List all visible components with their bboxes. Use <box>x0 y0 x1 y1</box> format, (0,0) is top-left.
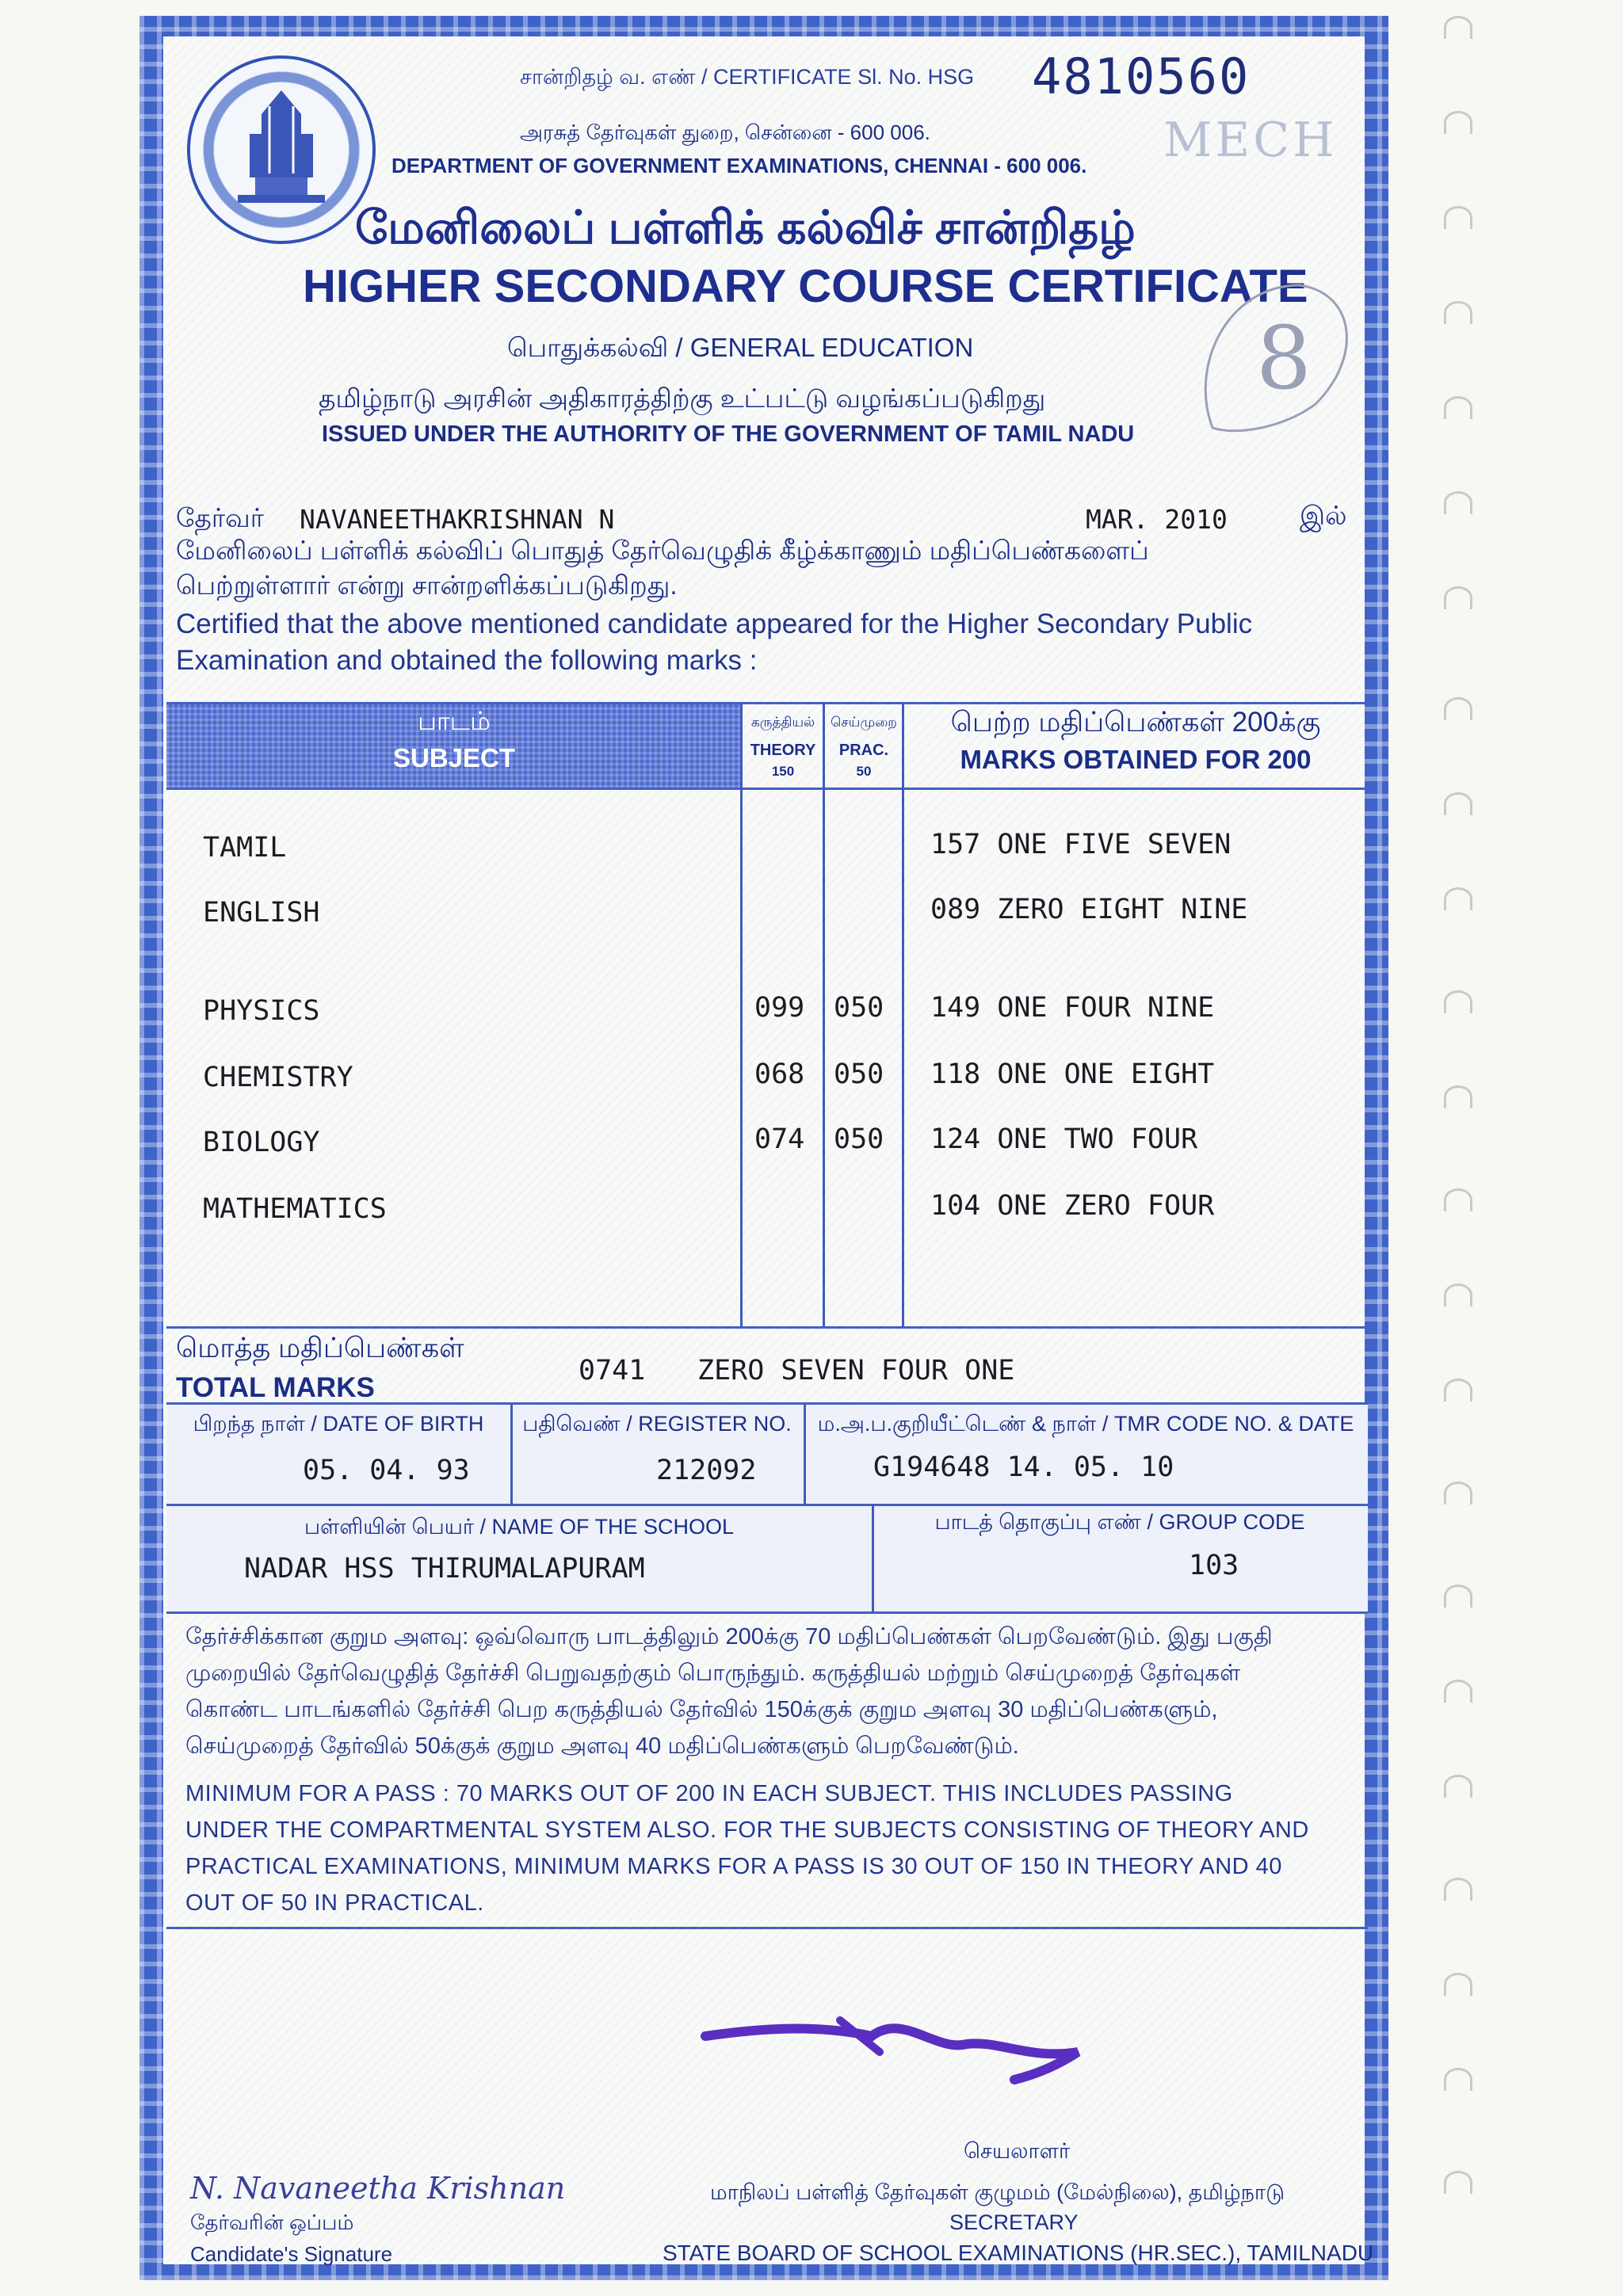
statement-tamil-line-2: பெற்றுள்ளார் என்று சான்றளிக்கப்படுகிறது. <box>176 570 678 600</box>
perforation-mark <box>1444 111 1472 134</box>
serial-number-label: சான்றிதழ் வ. எண் / CERTIFICATE Sl. No. HSG <box>520 65 975 89</box>
secretary-title-english: SECRETARY <box>949 2210 1079 2234</box>
subject-header-tamil: பாடம் <box>418 707 491 735</box>
perforation-mark <box>1444 1379 1472 1402</box>
perforation-mark <box>1444 1085 1472 1108</box>
subject-marks: 104 ONE ZERO FOUR <box>930 1190 1215 1222</box>
tamilnadu-emblem-seal <box>187 55 376 244</box>
board-name-tamil: மாநிலப் பள்ளித் தேர்வுகள் குழுமம் (மேல்நிலை), தமிழ்நாடு <box>710 2180 1285 2204</box>
pass-rule-english-line: PRACTICAL EXAMINATIONS, MINIMUM MARKS FOR A PASS IS 30 OUT OF 150 IN THEORY AND 40 <box>185 1854 1282 1879</box>
subject-marks: 118 ONE ONE EIGHT <box>930 1058 1215 1090</box>
certificate-title-tamil: மேனிலைப் பள்ளிக் கல்விச் சான்றிதழ் <box>355 202 1136 254</box>
handwritten-circled-mark <box>1181 269 1371 463</box>
group-code-label: பாடத் தொகுப்பு எண் / GROUP CODE <box>934 1510 1305 1534</box>
total-label-english: TOTAL MARKS <box>176 1372 375 1403</box>
theory-header-tamil: கருத்தியல் <box>750 715 815 730</box>
candidate-signature-label-english: Candidate's Signature <box>190 2242 393 2266</box>
register-number: 212092 <box>656 1455 757 1486</box>
perforation-mark <box>1444 697 1472 720</box>
candidate-name: NAVANEETHAKRISHNAN N <box>300 504 615 535</box>
pass-rule-tamil-line: தேர்ச்சிக்கான குறும அளவு: ஒவ்வொரு பாடத்திலும் 200க்கு 70 மதிப்பெண்கள் பெறவேண்டும். இது பகுதி <box>185 1624 1273 1650</box>
date-of-birth: 05. 04. 93 <box>303 1455 470 1486</box>
perforation-mark <box>1444 1585 1472 1608</box>
practical-header-english: PRAC. <box>838 742 889 759</box>
practical-marks: 050 <box>834 992 884 1024</box>
subject-name: TAMIL <box>203 832 287 864</box>
perforation-mark <box>1444 1283 1472 1306</box>
theory-column-rule <box>740 702 743 1328</box>
stream-label: பொதுக்கல்வி / GENERAL EDUCATION <box>507 333 974 362</box>
details-bottom-rule <box>166 1611 1368 1614</box>
perforation-mark <box>1444 301 1472 324</box>
total-marks-value: 0741 <box>579 1355 646 1386</box>
subject-header-english: SUBJECT <box>392 743 516 772</box>
candidate-label-tamil: தேர்வர் <box>176 503 264 532</box>
issued-authority-tamil: தமிழ்நாடு அரசின் அதிகாரத்திற்கு உட்பட்டு வழங்கப்படுகிறது <box>319 383 1046 413</box>
pass-rule-english-line: OUT OF 50 IN PRACTICAL. <box>185 1890 484 1916</box>
practical-marks: 050 <box>834 1058 884 1090</box>
tmr-code-and-date: G194648 14. 05. 10 <box>873 1451 1174 1483</box>
subject-name: PHYSICS <box>203 995 320 1027</box>
perforation-mark <box>1444 887 1472 910</box>
theory-marks: 068 <box>754 1058 805 1090</box>
statement-english-line-1: Certified that the above mentioned candidate appeared for the Higher Secondary Public <box>176 608 1253 639</box>
theory-max-marks: 150 <box>771 764 795 779</box>
exam-session: MAR. 2010 <box>1086 504 1228 535</box>
issued-authority-english: ISSUED UNDER THE AUTHORITY OF THE GOVERNMENT OF TAMIL NADU <box>322 421 1135 447</box>
candidate-signature-label-tamil: தேர்வரின் ஒப்பம் <box>190 2210 354 2234</box>
pass-rule-tamil-line: கொண்ட பாடங்களில் தேர்ச்சி பெற கருத்தியல் தேர்வில் 150க்குக் குறும அளவு 30 மதிப்பெண்களும், <box>185 1697 1218 1722</box>
total-marks-words: ZERO SEVEN FOUR ONE <box>697 1355 1015 1386</box>
handwritten-code: MECH <box>1163 113 1338 168</box>
board-name-english: STATE BOARD OF SCHOOL EXAMINATIONS (HR.SEC.), TAMILNADU <box>663 2241 1374 2265</box>
subject-name: CHEMISTRY <box>203 1062 353 1093</box>
subject-name: ENGLISH <box>203 897 320 929</box>
signature-section-rule <box>166 1927 1368 1929</box>
practical-column-rule <box>823 702 825 1328</box>
pass-rule-tamil-line: முறையில் தேர்வெழுதித் தேர்ச்சி பெறுவதற்கும் பொருந்தும். கருத்தியல் மற்றும் செய்முறைத் தேர்வுகள் <box>185 1661 1241 1686</box>
subject-name: BIOLOGY <box>203 1127 320 1158</box>
perforation-mark <box>1444 206 1472 229</box>
statement-tamil-line-1: மேனிலைப் பள்ளிக் கல்விப் பொதுத் தேர்வெழுதிக் கீழ்க்காணும் மதிப்பெண்களைப் <box>176 536 1149 565</box>
marks-column-rule <box>902 702 904 1328</box>
perforation-mark <box>1444 990 1472 1013</box>
school-name-label: பள்ளியின் பெயர் / NAME OF THE SCHOOL <box>304 1515 735 1539</box>
marks-header-tamil: பெற்ற மதிப்பெண்கள் 200க்கு <box>950 707 1321 738</box>
theory-marks: 099 <box>754 992 805 1024</box>
perforation-mark <box>1444 792 1472 815</box>
pass-rule-tamil-line: செய்முறைத் தேர்வில் 50க்குக் குறும அளவு 40 மதிப்பெண்களும் பெறவேண்டும். <box>185 1733 1019 1759</box>
perforation-mark <box>1444 491 1472 514</box>
perforation-mark <box>1444 396 1472 419</box>
subject-marks: 157 ONE FIVE SEVEN <box>930 829 1232 860</box>
statement-english-line-2: Examination and obtained the following marks : <box>176 645 758 676</box>
perforation-mark <box>1444 1482 1472 1505</box>
perforation-mark <box>1444 1188 1472 1211</box>
practical-header-tamil: செய்முறை <box>831 715 897 730</box>
table-top-rule <box>166 702 1368 704</box>
perforation-mark <box>1444 586 1472 609</box>
practical-marks: 050 <box>834 1123 884 1155</box>
table-header-rule <box>166 788 1368 790</box>
perforation-mark <box>1444 1973 1472 1996</box>
dob-label: பிறந்த நாள் / DATE OF BIRTH <box>193 1412 484 1436</box>
serial-number: 4810560 <box>1032 48 1251 105</box>
certificate-title-english: HIGHER SECONDARY COURSE CERTIFICATE <box>303 261 1308 312</box>
pass-rule-english-line: MINIMUM FOR A PASS : 70 MARKS OUT OF 200 IN EACH SUBJECT. THIS INCLUDES PASSING <box>185 1781 1233 1806</box>
perforation-mark <box>1444 16 1472 39</box>
candidate-handwritten-signature: N. Navaneetha Krishnan <box>190 2171 566 2206</box>
school-name: NADAR HSS THIRUMALAPURAM <box>244 1553 645 1585</box>
perforation-mark <box>1444 2171 1472 2194</box>
department-english: DEPARTMENT OF GOVERNMENT EXAMINATIONS, CHENNAI - 600 006. <box>391 154 1087 177</box>
tmr-code-label: ம.அ.ப.குறியீட்டெண் & நாள் / TMR CODE NO. & DATE <box>817 1412 1354 1436</box>
total-label-tamil: மொத்த மதிப்பெண்கள் <box>176 1333 464 1363</box>
handwritten-mark-text: 8 <box>1256 307 1312 409</box>
perforation-mark <box>1444 2068 1472 2091</box>
subject-marks: 089 ZERO EIGHT NINE <box>930 894 1248 925</box>
practical-max-marks: 50 <box>856 764 872 779</box>
theory-header-english: THEORY <box>750 742 816 759</box>
department-tamil: அரசுத் தேர்வுகள் துறை, சென்னை - 600 006. <box>520 120 930 144</box>
in-tamil: இல் <box>1300 501 1347 530</box>
theory-marks: 074 <box>754 1123 805 1155</box>
pass-rule-english-line: UNDER THE COMPARTMENTAL SYSTEM ALSO. FOR THE SUBJECTS CONSISTING OF THEORY AND <box>185 1817 1309 1843</box>
marks-header-english: MARKS OBTAINED FOR 200 <box>960 745 1312 774</box>
subject-name: MATHEMATICS <box>203 1193 387 1225</box>
school-row-rule <box>166 1504 1368 1506</box>
register-no-label: பதிவெண் / REGISTER NO. <box>522 1412 792 1436</box>
perforation-mark <box>1444 1775 1472 1798</box>
group-code: 103 <box>1189 1550 1239 1581</box>
secretary-signature <box>697 2004 1109 2095</box>
total-top-rule <box>166 1326 1368 1329</box>
secretary-title-tamil: செயலாளர் <box>964 2139 1071 2163</box>
perforation-mark <box>1444 1878 1472 1901</box>
perforation-mark <box>1444 1680 1472 1703</box>
subject-marks: 149 ONE FOUR NINE <box>930 992 1215 1024</box>
subject-marks: 124 ONE TWO FOUR <box>930 1123 1198 1155</box>
